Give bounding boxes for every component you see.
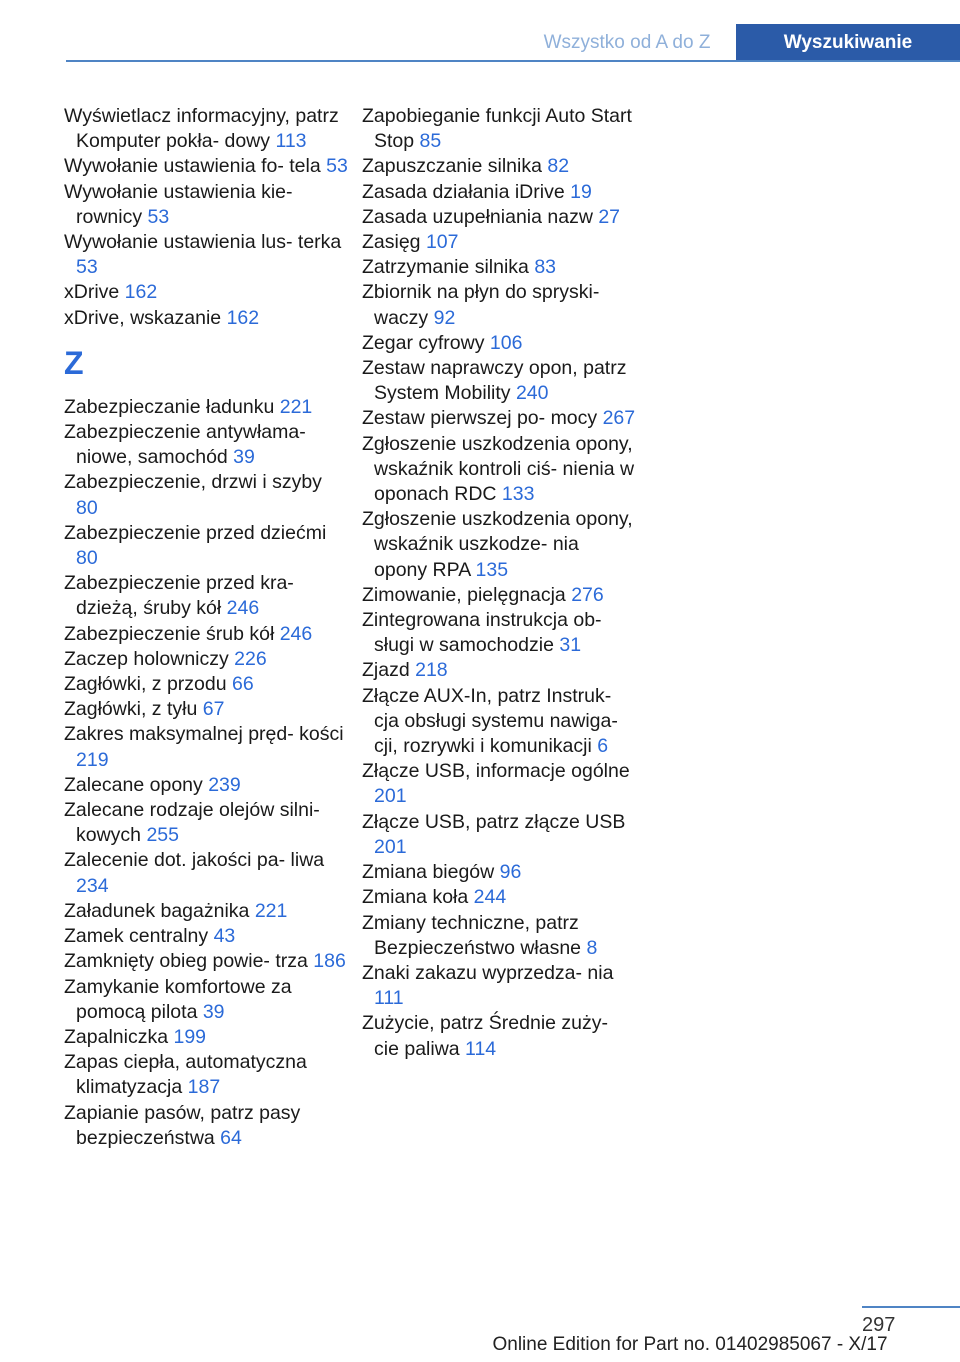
page-link[interactable]: 186	[313, 950, 346, 973]
page-link[interactable]: 85	[419, 130, 442, 153]
index-entry	[362, 406, 637, 431]
index-entry-label: xDrive	[64, 281, 125, 304]
index-entry	[362, 860, 637, 885]
index-entry-label: Zapalniczka	[64, 1025, 174, 1048]
index-entry	[64, 306, 349, 331]
index-entry-label: xDrive, wskazanie	[64, 306, 227, 329]
page-link[interactable]: 267	[602, 407, 636, 430]
page-link[interactable]: 201	[374, 835, 407, 858]
index-entry	[362, 255, 637, 280]
index-entry	[362, 911, 637, 961]
index-entry-label: Zestaw pierwszej po‐ mocy	[362, 407, 603, 430]
index-entry-label: Zmiany techniczne, patrz Bezpieczeństwo własne	[362, 911, 587, 959]
index-entry	[64, 647, 349, 672]
page-link[interactable]: 67	[202, 698, 225, 721]
index-entry	[64, 798, 349, 848]
index-entry-label: Zgłoszenie uszkodzenia opony, wskaźnik uszkodze‐ nia opony RPA	[362, 508, 633, 581]
index-entry	[362, 507, 637, 583]
page-link[interactable]: 53	[326, 155, 348, 178]
index-entry	[64, 420, 349, 470]
index-entry-label: Zmiana koła	[362, 886, 474, 909]
index-entry	[362, 810, 637, 860]
index-entry-label: Złącze AUX-In, patrz Instruk‐ cja obsługi systemu nawiga‐ cji, rozrywki i komunikacji	[362, 684, 618, 758]
index-entry-label: Zapas ciepła, automatyczna klimatyzacja	[64, 1051, 307, 1099]
page-link[interactable]: 53	[76, 256, 98, 279]
page-link[interactable]: 66	[232, 673, 254, 696]
index-entry-label: Zegar cyfrowy	[362, 331, 490, 354]
index-entry-label: Wywołanie ustawienia kie‐ rownicy	[64, 180, 293, 228]
index-letter-heading: Z	[64, 344, 84, 381]
index-entry	[362, 759, 637, 809]
index-entry	[362, 432, 637, 508]
index-entry	[362, 154, 637, 179]
page-link[interactable]: 221	[254, 899, 288, 922]
index-entry	[64, 521, 349, 571]
page-link[interactable]: 96	[499, 861, 522, 884]
index-entry	[64, 571, 349, 621]
section-title: Wszystko od A do Z	[543, 32, 711, 53]
index-entry-label: Zabezpieczenie przed kra‐ dzieżą, śruby kół	[64, 572, 294, 620]
index-entry-label: Złącze USB, informacje ogólne	[362, 760, 630, 783]
page-link[interactable]: 27	[598, 205, 621, 228]
index-entry-label: Zabezpieczenie antywłama‐ niowe, samochód	[64, 421, 306, 469]
page-link[interactable]: 111	[374, 987, 404, 1010]
index-entry	[64, 1025, 349, 1050]
index-entry-label: Zamykanie komfortowe za pomocą pilota	[64, 975, 292, 1023]
index-entry-label: Zasada działania iDrive	[362, 180, 571, 203]
index-entry	[64, 949, 349, 974]
page-link[interactable]: 244	[473, 886, 507, 909]
edition-note: Online Edition for Part no. 01402985067 - X/17	[492, 1334, 888, 1355]
page-link[interactable]: 8	[586, 936, 598, 959]
index-entry	[64, 180, 349, 230]
page-link[interactable]: 80	[76, 496, 98, 519]
index-entry	[64, 470, 349, 520]
index-entry	[64, 154, 349, 179]
page-link[interactable]: 255	[146, 824, 179, 847]
index-entry-label: Zamknięty obieg powie‐ trza	[64, 950, 314, 973]
page-link[interactable]: 19	[570, 180, 592, 203]
page-link[interactable]: 80	[76, 547, 98, 570]
page-link[interactable]: 219	[76, 748, 109, 771]
index-entry-label: Złącze USB, patrz złącze USB	[362, 810, 626, 833]
page-link[interactable]: 39	[233, 446, 255, 469]
index-entry-label: Wywołanie ustawienia lus‐ terka	[64, 231, 342, 254]
page-header	[0, 0, 960, 62]
index-entry	[362, 331, 637, 356]
index-entry-label: Zakres maksymalnej pręd‐ kości	[64, 723, 344, 746]
page-link[interactable]: 53	[147, 205, 170, 228]
index-entry	[362, 961, 637, 1011]
page-link[interactable]: 114	[465, 1037, 497, 1060]
index-column-right	[362, 104, 637, 1062]
page-link[interactable]: 43	[213, 925, 236, 948]
page-link[interactable]: 162	[226, 306, 260, 329]
index-entry	[64, 280, 349, 305]
index-entry-label: Zaczep holowniczy	[64, 647, 235, 670]
index-entry-label: Zapianie pasów, patrz pasy bezpieczeństwa	[64, 1101, 301, 1149]
index-entry-label: Zabezpieczenie przed dziećmi	[64, 521, 327, 544]
index-entry-label: Zalecenie dot. jakości pa‐ liwa	[64, 849, 325, 872]
index-group-z	[64, 395, 349, 1151]
index-entry	[64, 230, 349, 280]
index-entry	[362, 658, 637, 683]
page-link[interactable]: 106	[489, 331, 523, 354]
index-entry-label: Zalecane rodzaje olejów silni‐ kowych	[64, 799, 320, 847]
index-entry	[64, 672, 349, 697]
index-entry	[362, 583, 637, 608]
index-entry-label: Zmiana biegów	[362, 861, 500, 884]
page-link[interactable]: 240	[515, 382, 549, 405]
index-group-w-x	[64, 104, 349, 331]
index-entry-label: Znaki zakazu wyprzedza‐ nia	[362, 961, 614, 984]
index-entry	[362, 356, 637, 406]
index-entry	[64, 924, 349, 949]
index-entry-label: Zasada uzupełniania nazw	[362, 205, 599, 228]
page-link[interactable]: 218	[415, 659, 448, 682]
index-column-left	[64, 104, 349, 1151]
index-entry	[362, 104, 637, 154]
index-group-z-continued	[362, 104, 637, 1062]
index-entry	[64, 104, 349, 154]
page-link[interactable]: 82	[547, 155, 570, 178]
index-entry	[362, 205, 637, 230]
index-entry-label: Zagłówki, z przodu	[64, 673, 232, 696]
index-entry-label: Zapuszczanie silnika	[362, 155, 548, 178]
page-link[interactable]: 187	[187, 1076, 221, 1099]
page-link[interactable]: 6	[597, 735, 609, 758]
page-link[interactable]: 199	[173, 1025, 207, 1048]
page-link[interactable]: 246	[279, 622, 313, 645]
index-entry-label: Zalecane opony	[64, 773, 209, 796]
page-link[interactable]: 83	[534, 256, 557, 279]
page-link[interactable]: 135	[475, 558, 509, 581]
index-entry-label: Zasięg	[362, 231, 426, 254]
index-entry	[362, 180, 637, 205]
index-entry-label: Wyświetlacz informacyjny, patrz Komputer pokła‐ dowy	[64, 105, 339, 153]
index-entry	[64, 773, 349, 798]
page-link[interactable]: 92	[433, 306, 456, 329]
page-link[interactable]: 162	[124, 281, 158, 304]
page-link[interactable]: 113	[275, 130, 307, 153]
index-entry-label: Zabezpieczenie, drzwi i szyby	[64, 471, 322, 494]
page-link[interactable]: 246	[226, 597, 260, 620]
index-entry-label: Zatrzymanie silnika	[362, 256, 535, 279]
page-link[interactable]: 234	[76, 874, 109, 897]
index-entry	[362, 230, 637, 255]
index-entry	[64, 899, 349, 924]
index-entry	[64, 622, 349, 647]
index-entry	[64, 1050, 349, 1100]
page-link[interactable]: 221	[279, 395, 313, 418]
index-entry-label: Zużycie, patrz Średnie zuży‐ cie paliwa	[362, 1012, 609, 1060]
index-entry	[64, 722, 349, 772]
header-rule	[66, 60, 960, 62]
tab-wyszukiwanie[interactable]: Wyszukiwanie	[736, 24, 960, 62]
index-entry	[64, 395, 349, 420]
page-link[interactable]: 107	[425, 231, 459, 254]
index-entry-label: Zamek centralny	[64, 925, 214, 948]
index-entry-label: Zimowanie, pielęgnacja	[362, 583, 572, 606]
page-link[interactable]: 39	[202, 1000, 225, 1023]
page-number: 297	[862, 1314, 896, 1336]
index-entry-label: Zjazd	[362, 659, 416, 682]
index-entry-label: Zintegrowana instrukcja ob‐ sługi w samochodzie	[362, 609, 602, 657]
index-entry	[362, 684, 637, 760]
page-link[interactable]: 133	[501, 483, 535, 506]
index-entry-label: Zgłoszenie uszkodzenia opony, wskaźnik kontroli ciś‐ nienia w oponach RDC	[362, 432, 635, 506]
page-link[interactable]: 201	[374, 785, 407, 808]
footer-rule	[862, 1306, 960, 1308]
index-entry-label: Załadunek bagażnika	[64, 899, 255, 922]
index-entry	[362, 280, 637, 330]
index-entry	[362, 885, 637, 910]
index-entry-label: Zabezpieczenie śrub kół	[64, 622, 280, 645]
index-entry-label: Zagłówki, z tyłu	[64, 698, 203, 721]
index-entry	[362, 608, 637, 658]
index-entry-label: Zabezpieczanie ładunku	[64, 395, 280, 418]
page-link[interactable]: 64	[220, 1126, 242, 1149]
index-entry-label: Wywołanie ustawienia fo‐ tela	[64, 155, 327, 178]
index-entry	[362, 1011, 637, 1061]
page-link[interactable]: 31	[559, 634, 582, 657]
page-link[interactable]: 276	[571, 583, 604, 606]
page-link[interactable]: 239	[208, 773, 241, 796]
index-entry-label: Zapobieganie funkcji Auto Start Stop	[362, 105, 632, 153]
index-entry	[64, 697, 349, 722]
index-entry-label: Zestaw naprawczy opon, patrz System Mobility	[362, 357, 627, 405]
index-entry	[64, 975, 349, 1025]
index-entry	[64, 1101, 349, 1151]
page-link[interactable]: 226	[234, 647, 267, 670]
index-entry-label: Zbiornik na płyn do spryski‐ waczy	[362, 281, 600, 329]
index-entry	[64, 848, 349, 898]
